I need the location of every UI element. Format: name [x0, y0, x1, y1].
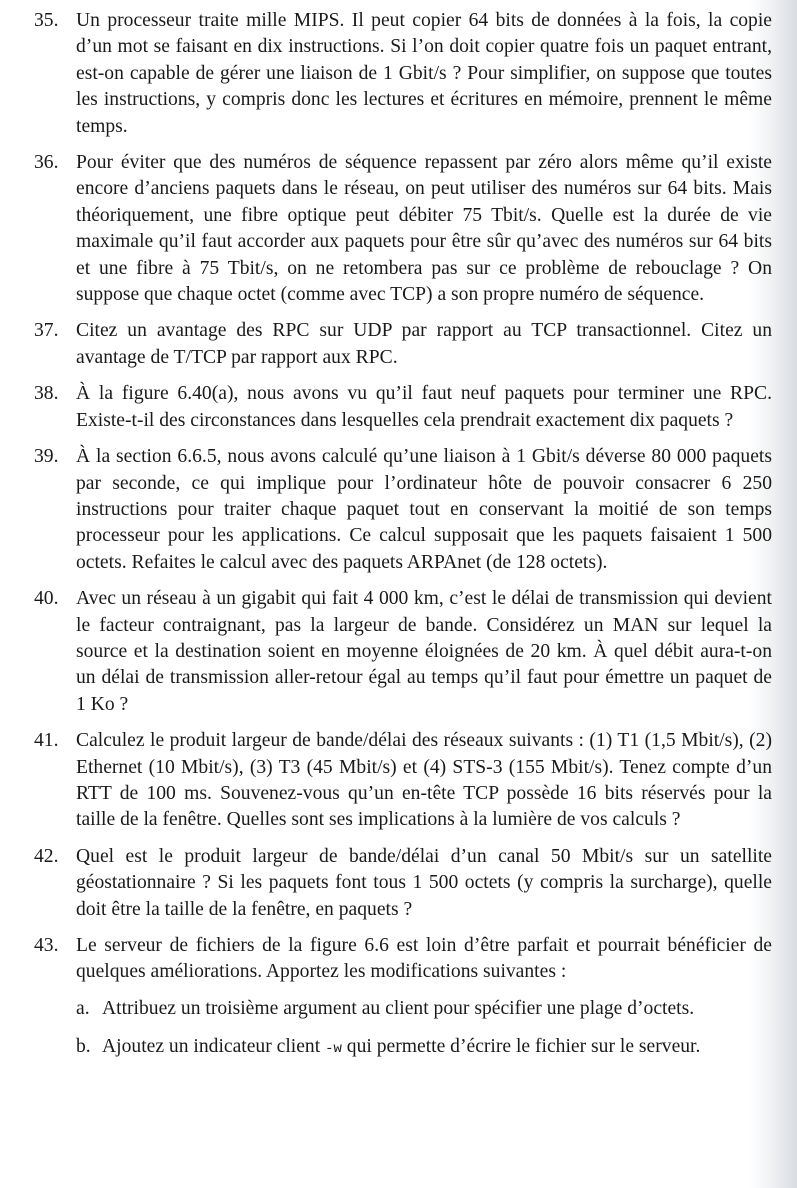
sub-item-text	[102, 1034, 772, 1062]
sub-item-text: Attribuez un troisième argument au client pour spécifier une plage d’octets.	[102, 997, 695, 1019]
sub-item-letter: b.	[76, 1036, 91, 1058]
sub-item-letter: a.	[76, 997, 90, 1019]
exercise-text: Un processeur traite mille MIPS. Il peut copier 64 bits de données à la fois, la copie d’un mot se faisant en dix instructions. Si l’on doit copier quatre fois un paquet entrant, est-on capable de gérer une liaison de 1 Gbit/s ? Pour simplifier, on suppose que toutes les instructions, y compris donc les lectures et écritures en mémoire, prennent le même temps.	[76, 10, 772, 137]
exercise-number: 35.	[34, 10, 59, 31]
exercise-38	[34, 381, 772, 434]
exercise-text: Quel est le produit largeur de bande/délai d’un canal 50 Mbit/s sur un satellite géostationnaire ? Si les paquets font tous 1 500 octets (y compris la surcharge), quelle doit être la taille de la fenêtre, en paquets ?	[76, 845, 772, 920]
exercise-text: Le serveur de fichiers de la figure 6.6 est loin d’être parfait et pourrait bénéficier de quelques améliorations. Apportez les modifications suivantes :	[76, 935, 772, 983]
exercise-text: Citez un avantage des RPC sur UDP par rapport au TCP transactionnel. Citez un avantage de T/TCP par rapport aux RPC.	[76, 320, 772, 368]
exercise-43	[34, 933, 772, 1075]
exercise-42	[34, 844, 772, 923]
exercise-number: 38.	[34, 383, 59, 405]
client-flag: -w	[325, 1041, 342, 1058]
exercise-body	[76, 933, 772, 1075]
exercise-number: 41.	[34, 730, 59, 752]
sub-item-list	[76, 996, 772, 1063]
exercise-35	[34, 8, 772, 140]
exercise-text: Avec un réseau à un gigabit qui fait 4 000 km, c’est le délai de transmission qui devient le facteur contraignant, pas la largeur de bande. Considérez un MAN sur lequel la source et la destination soient en moyenne éloignées de 20 km. À quel débit aura-t-on un délai de transmission aller-retour égal au temps qu’il faut pour émettre un paquet de 1 Ko ?	[76, 588, 772, 715]
sub-item-a	[76, 996, 772, 1022]
exercise-number: 37.	[34, 320, 59, 342]
exercise-39	[34, 444, 772, 576]
exercise-text: À la section 6.6.5, nous avons calculé qu’une liaison à 1 Gbit/s déverse 80 000 paquets par seconde, ce qui implique pour l’ordinateur hôte de pouvoir consacrer 6 250 instructions pour traiter chaque paquet tout en conservant la moitié de son temps processeur pour les applications. Ce calcul supposait que les paquets faisaient 1 500 octets. Refaites le calcul avec des paquets ARPAnet (de 128 octets).	[76, 446, 772, 573]
exercise-number: 42.	[34, 845, 59, 867]
exercise-36	[34, 150, 772, 308]
exercise-number: 36.	[34, 152, 59, 174]
sub-item-b	[76, 1034, 772, 1062]
exercise-text: Pour éviter que des numéros de séquence repassent par zéro alors même qu’il existe encore d’anciens paquets dans le réseau, on peut utiliser des numéros sur 64 bits. Mais théoriquement, une fibre optique peut débiter 75 Tbit/s. Quelle est la durée de vie maximale qu’il faut accorder aux paquets pour être sûr qu’avec des numéros sur 64 bits et une fibre à 75 Tbit/s, on ne retombera pas sur ce problème de rebouclage ? On suppose que chaque octet (comme avec TCP) a son propre numéro de séquence.	[76, 152, 772, 306]
exercise-list	[34, 8, 772, 1085]
exercise-37	[34, 318, 772, 371]
exercise-40	[34, 586, 772, 718]
sub-item-text-after: qui permette d’écrire le fichier sur le serveur.	[346, 1036, 701, 1058]
exercise-number: 40.	[34, 588, 59, 610]
exercise-number: 39.	[34, 446, 59, 468]
exercise-text: Calculez le produit largeur de bande/délai des réseaux suivants : (1) T1 (1,5 Mbit/s), (2) Ethernet (10 Mbit/s), (3) T3 (45 Mbit/s) et (4) STS-3 (155 Mbit/s). Tenez compte d’un RTT de 100 ms. Souvenez-vous qu’un en-tête TCP possède 16 bits réservés pour la taille de la fenêtre. Quelles sont ses implications à la lumière de vos calculs ?	[76, 730, 772, 831]
exercise-41	[34, 728, 772, 834]
sub-item-text-before: Ajoutez un indicateur client	[102, 1036, 321, 1058]
exercise-number: 43.	[34, 935, 59, 956]
exercise-text: À la figure 6.40(a), nous avons vu qu’il faut neuf paquets pour terminer une RPC. Existe-t-il des circonstances dans lesquelles cela prendrait exactement dix paquets ?	[76, 383, 772, 431]
